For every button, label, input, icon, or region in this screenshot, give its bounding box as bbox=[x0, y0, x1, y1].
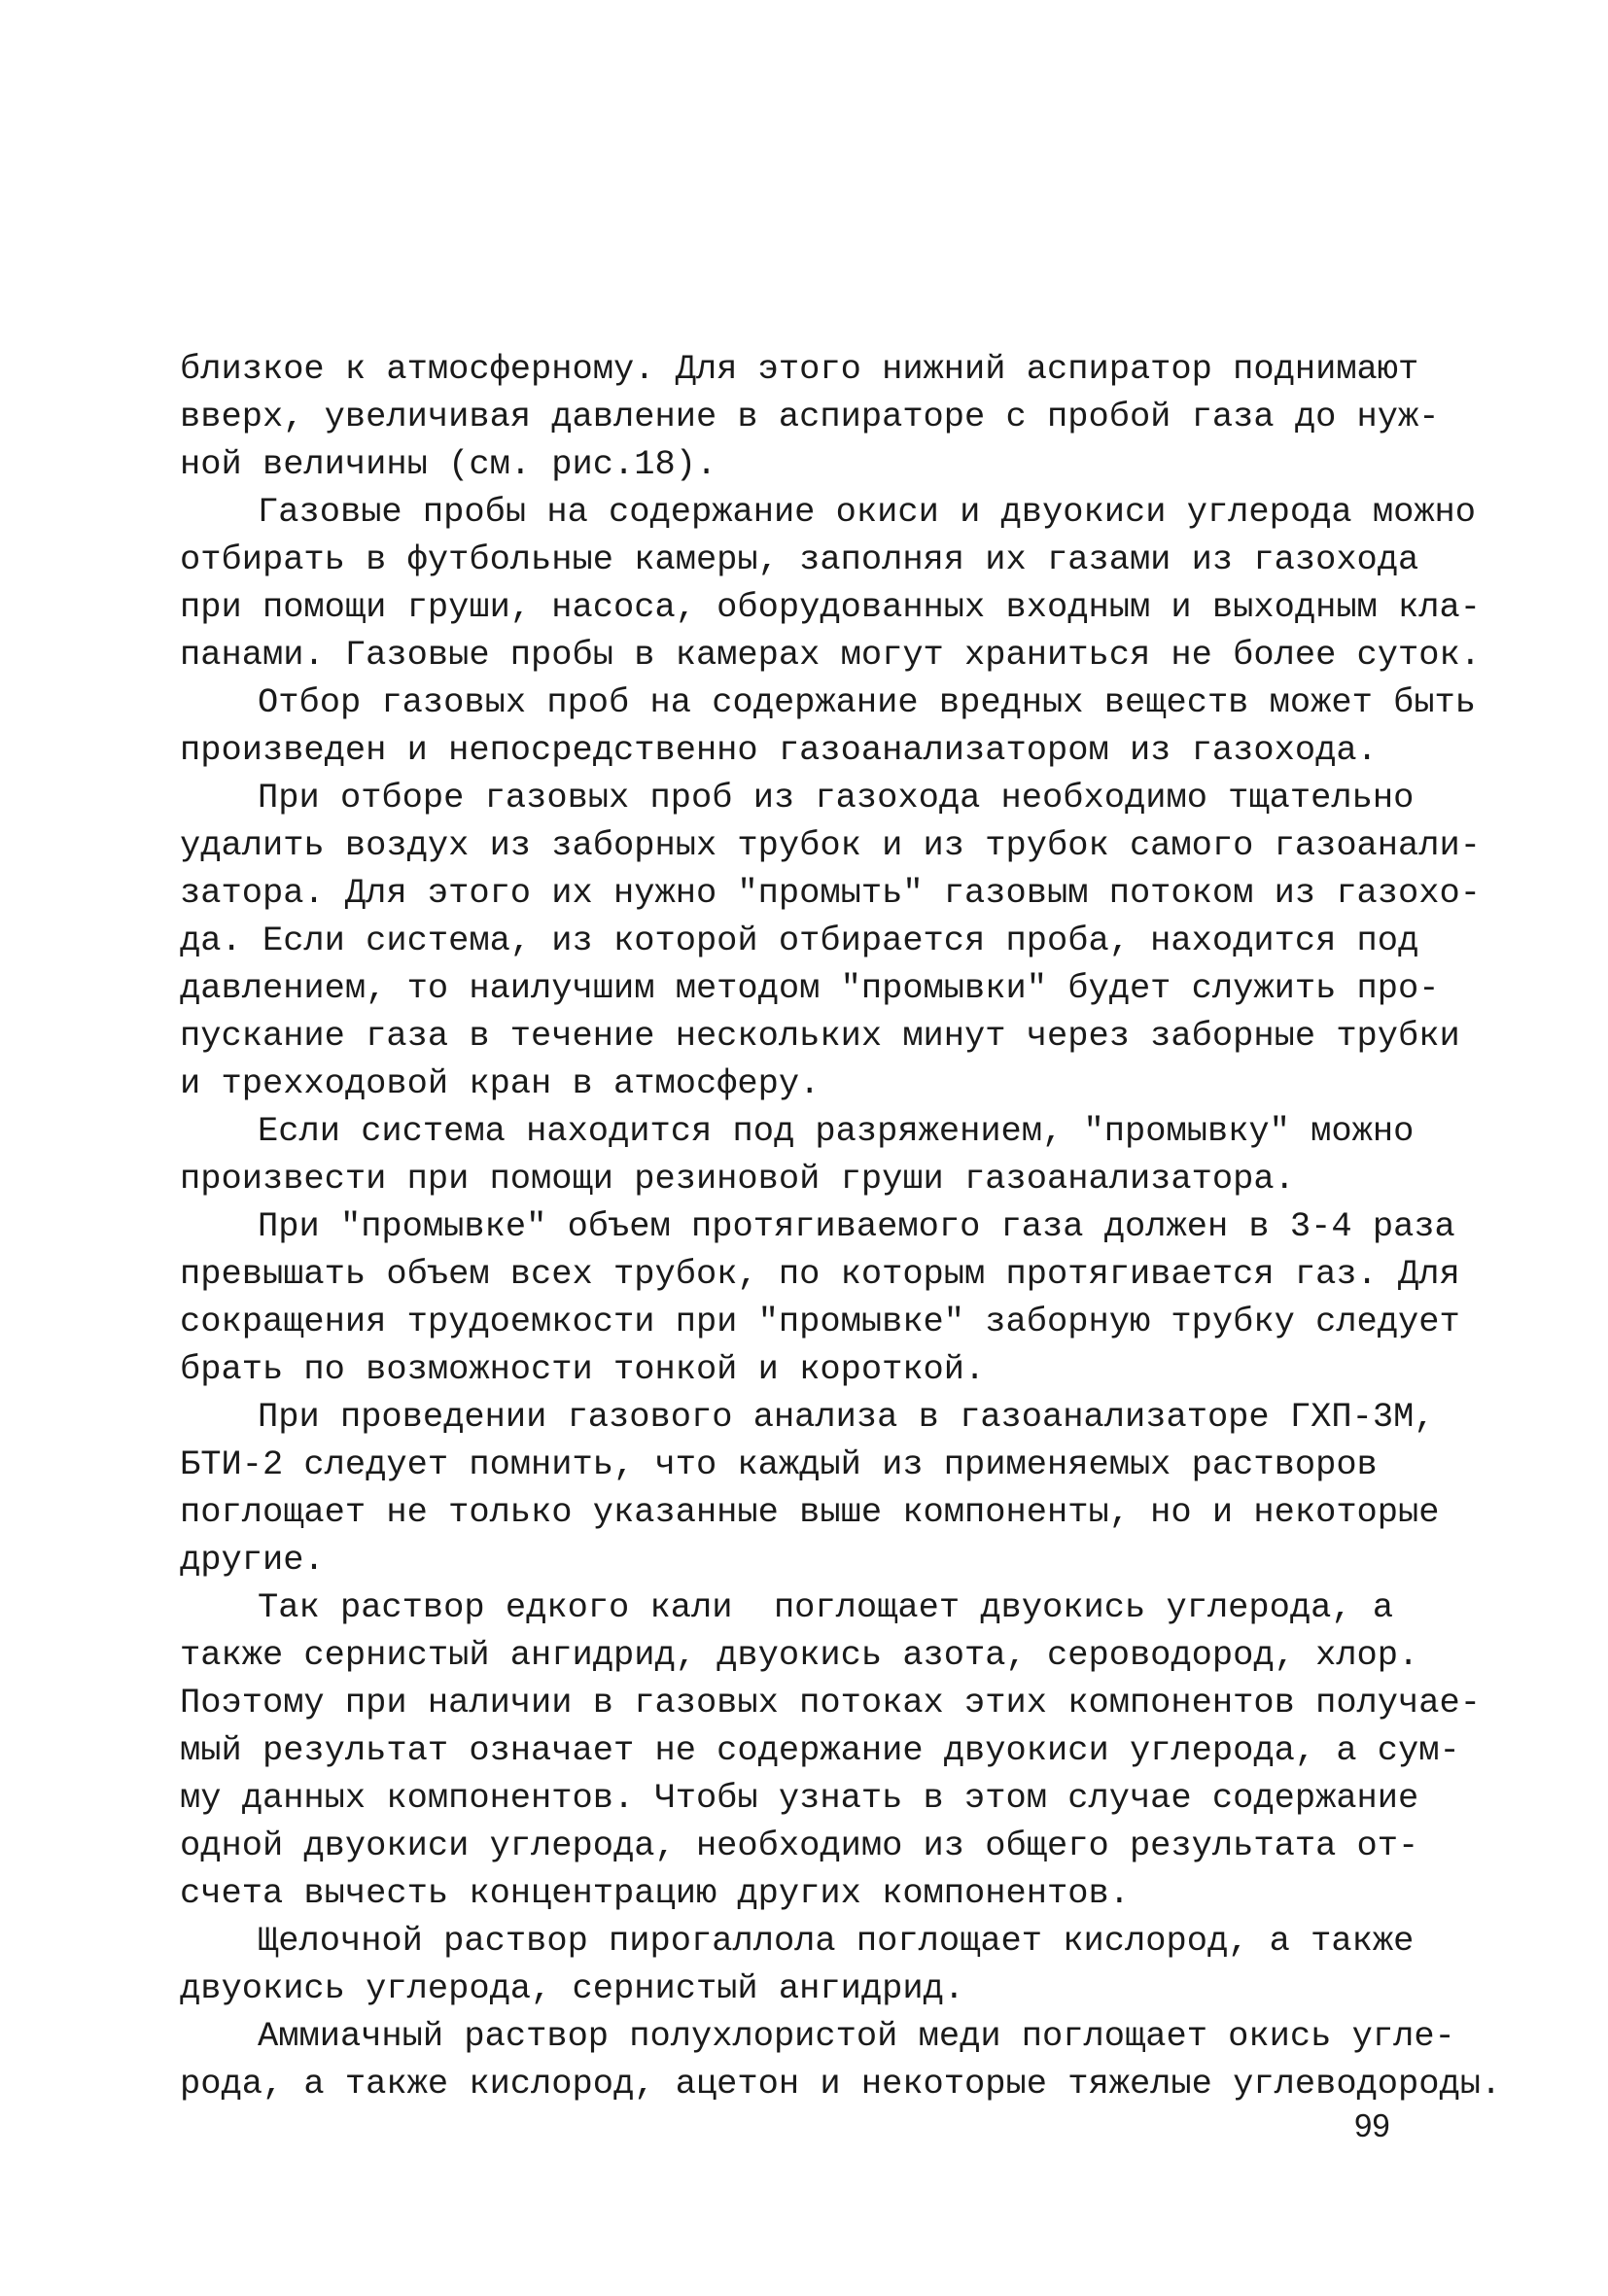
text-line: Поэтому при наличии в газовых потоках этих компонентов получае- bbox=[180, 1684, 1481, 1722]
text-line: Отбор газовых проб на содержание вредных веществ может быть bbox=[258, 683, 1477, 722]
text-line: панами. Газовые пробы в камерах могут храниться не более суток. bbox=[180, 636, 1481, 675]
text-line: Щелочной раствор пирогаллола поглощает кислород, а также bbox=[258, 1922, 1415, 1961]
text-line: и трехходовой кран в атмосферу. bbox=[180, 1064, 821, 1103]
text-line: ной величины (см. рис.18). bbox=[180, 445, 717, 484]
text-line: произведен и непосредственно газоанализатором из газохода. bbox=[180, 731, 1378, 770]
text-line: превышать объем всех трубок, по которым протягивается газ. Для bbox=[180, 1255, 1460, 1294]
text-line: сокращения трудоемкости при "промывке" заборную трубку следует bbox=[180, 1303, 1460, 1341]
text-line: поглощает не только указанные выше компоненты, но и некоторые bbox=[180, 1493, 1440, 1532]
text-line: да. Если система, из которой отбирается проба, находится под bbox=[180, 922, 1419, 960]
text-line: Если система находится под разряжением, "промывку" можно bbox=[258, 1112, 1415, 1151]
text-line: другие. bbox=[180, 1541, 325, 1580]
text-line: му данных компонентов. Чтобы узнать в этом случае содержание bbox=[180, 1779, 1419, 1818]
text-line: одной двуокиси углерода, необходимо из общего результата от- bbox=[180, 1826, 1419, 1865]
text-line: вверх, увеличивая давление в аспираторе с пробой газа до нуж- bbox=[180, 398, 1440, 436]
text-line: Так раствор едкого кали поглощает двуокись углерода, а bbox=[258, 1588, 1394, 1627]
text-line: давлением, то наилучшим методом "промывки" будет служить про- bbox=[180, 969, 1440, 1008]
text-line: пускание газа в течение нескольких минут через заборные трубки bbox=[180, 1017, 1460, 1056]
text-line: затора. Для этого их нужно "промыть" газовым потоком из газохо- bbox=[180, 874, 1481, 913]
text-line: Аммиачный раствор полухлористой меди поглощает окись угле- bbox=[258, 2017, 1455, 2056]
text-line: рода, а также кислород, ацетон и некоторые тяжелые углеводороды. bbox=[180, 2065, 1502, 2104]
body-text bbox=[180, 346, 1502, 2108]
text-line: При проведении газового анализа в газоанализаторе ГХП-3М, bbox=[258, 1398, 1435, 1437]
text-line: При "промывке" объем протягиваемого газа должен в 3-4 раза bbox=[258, 1207, 1455, 1246]
text-line: произвести при помощи резиновой груши газоанализатора. bbox=[180, 1160, 1295, 1199]
text-line: близкое к атмосферному. Для этого нижний аспиратор поднимают bbox=[180, 350, 1419, 389]
text-line: мый результат означает не содержание двуокиси углерода, а сум- bbox=[180, 1731, 1460, 1770]
text-line: отбирать в футбольные камеры, заполняя их газами из газохода bbox=[180, 540, 1419, 579]
text-line: при помощи груши, насоса, оборудованных входным и выходным кла- bbox=[180, 588, 1481, 627]
text-line: брать по возможности тонкой и короткой. bbox=[180, 1350, 986, 1389]
text-line: БТИ-2 следует помнить, что каждый из применяемых растворов bbox=[180, 1445, 1378, 1484]
text-line: удалить воздух из заборных трубок и из трубок самого газоанали- bbox=[180, 826, 1481, 865]
text-line: счета вычесть концентрацию других компонентов. bbox=[180, 1874, 1130, 1913]
text-line: также сернистый ангидрид, двуокись азота, сероводород, хлор. bbox=[180, 1636, 1419, 1675]
text-line: Газовые пробы на содержание окиси и двуокиси углерода можно bbox=[258, 493, 1477, 532]
text-line: При отборе газовых проб из газохода необходимо тщательно bbox=[258, 779, 1415, 818]
text-line: двуокись углерода, сернистый ангидрид. bbox=[180, 1969, 965, 2008]
page-number: 99 bbox=[1354, 2107, 1390, 2143]
